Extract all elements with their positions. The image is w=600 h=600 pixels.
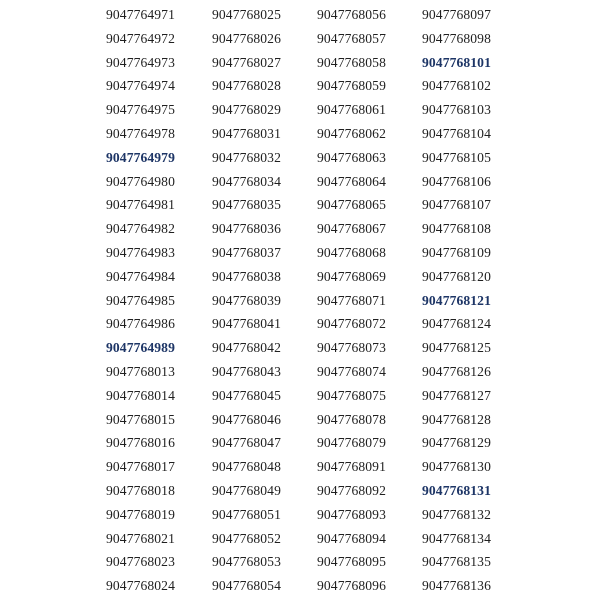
highlighted-number: 9047768131 xyxy=(422,482,491,498)
phone-number: 9047764985 xyxy=(106,292,175,308)
phone-number: 9047768106 xyxy=(422,173,491,189)
phone-number: 9047768107 xyxy=(422,197,491,213)
phone-number: 9047768026 xyxy=(212,30,281,46)
phone-number: 9047768029 xyxy=(212,102,281,118)
phone-number: 9047768109 xyxy=(422,244,491,260)
phone-number: 9047768093 xyxy=(317,506,386,522)
phone-number: 9047768047 xyxy=(212,435,281,451)
phone-number: 9047764978 xyxy=(106,125,175,141)
phone-number: 9047768096 xyxy=(317,578,386,594)
phone-number: 9047768094 xyxy=(317,530,386,546)
phone-number: 9047768054 xyxy=(212,578,281,594)
phone-number: 9047768057 xyxy=(317,30,386,46)
number-column-3 xyxy=(317,3,427,598)
highlighted-number: 9047768101 xyxy=(422,54,491,70)
phone-number: 9047768069 xyxy=(317,268,386,284)
phone-number: 9047768049 xyxy=(212,482,281,498)
phone-number: 9047768068 xyxy=(317,244,386,260)
phone-number: 9047768124 xyxy=(422,316,491,332)
phone-number: 9047768105 xyxy=(422,149,491,165)
phone-number: 9047764971 xyxy=(106,7,175,22)
phone-number: 9047768046 xyxy=(212,411,281,427)
phone-number: 9047768041 xyxy=(212,316,281,332)
phone-number: 9047768098 xyxy=(422,30,491,46)
phone-number: 9047768042 xyxy=(212,340,281,356)
highlighted-number: 9047764979 xyxy=(106,149,175,165)
phone-number: 9047768019 xyxy=(106,506,175,522)
phone-number: 9047768132 xyxy=(422,506,491,522)
phone-number: 9047768059 xyxy=(317,78,386,94)
phone-number: 9047768058 xyxy=(317,54,386,70)
number-column-1 xyxy=(106,3,216,598)
phone-number: 9047768034 xyxy=(212,173,281,189)
phone-number: 9047768025 xyxy=(212,7,281,22)
phone-number: 9047768073 xyxy=(317,340,386,356)
phone-number: 9047768023 xyxy=(106,554,175,570)
phone-number: 9047768031 xyxy=(212,125,281,141)
phone-number: 9047768062 xyxy=(317,125,386,141)
phone-number: 9047764984 xyxy=(106,268,175,284)
phone-number: 9047764972 xyxy=(106,30,175,46)
phone-number: 9047768128 xyxy=(422,411,491,427)
phone-number: 9047768127 xyxy=(422,387,491,403)
phone-number: 9047768134 xyxy=(422,530,491,546)
phone-number: 9047768108 xyxy=(422,221,491,237)
phone-number: 9047768061 xyxy=(317,102,386,118)
phone-number: 9047768071 xyxy=(317,292,386,308)
phone-number: 9047768056 xyxy=(317,7,386,22)
phone-number: 9047768016 xyxy=(106,435,175,451)
highlighted-number: 9047768121 xyxy=(422,292,491,308)
phone-number: 9047768039 xyxy=(212,292,281,308)
phone-number: 9047764982 xyxy=(106,221,175,237)
phone-number: 9047768038 xyxy=(212,268,281,284)
phone-number: 9047768036 xyxy=(212,221,281,237)
phone-number: 9047768120 xyxy=(422,268,491,284)
phone-number: 9047768024 xyxy=(106,578,175,594)
phone-number: 9047764983 xyxy=(106,244,175,260)
phone-number: 9047768136 xyxy=(422,578,491,594)
phone-number: 9047768091 xyxy=(317,459,386,475)
phone-number: 9047768015 xyxy=(106,411,175,427)
phone-number: 9047764974 xyxy=(106,78,175,94)
phone-number: 9047768028 xyxy=(212,78,281,94)
phone-number: 9047768092 xyxy=(317,482,386,498)
phone-number: 9047768051 xyxy=(212,506,281,522)
phone-number: 9047768135 xyxy=(422,554,491,570)
phone-number: 9047768078 xyxy=(317,411,386,427)
phone-number: 9047768104 xyxy=(422,125,491,141)
phone-number: 9047768021 xyxy=(106,530,175,546)
phone-number: 9047768064 xyxy=(317,173,386,189)
number-column-4 xyxy=(422,3,532,598)
phone-number: 9047764973 xyxy=(106,54,175,70)
phone-number: 9047764980 xyxy=(106,173,175,189)
phone-number: 9047768048 xyxy=(212,459,281,475)
phone-number: 9047768017 xyxy=(106,459,175,475)
phone-number: 9047768103 xyxy=(422,102,491,118)
phone-number: 9047768065 xyxy=(317,197,386,213)
phone-number: 9047768102 xyxy=(422,78,491,94)
phone-number: 9047768097 xyxy=(422,7,491,22)
phone-number: 9047768126 xyxy=(422,363,491,379)
phone-number: 9047768130 xyxy=(422,459,491,475)
phone-number: 9047768079 xyxy=(317,435,386,451)
phone-number: 9047768014 xyxy=(106,387,175,403)
phone-number: 9047768125 xyxy=(422,340,491,356)
phone-number: 9047768067 xyxy=(317,221,386,237)
phone-number: 9047764986 xyxy=(106,316,175,332)
phone-number: 9047768129 xyxy=(422,435,491,451)
phone-number: 9047768045 xyxy=(212,387,281,403)
phone-number: 9047768037 xyxy=(212,244,281,260)
phone-number: 9047768075 xyxy=(317,387,386,403)
phone-number: 9047768052 xyxy=(212,530,281,546)
highlighted-number: 9047764989 xyxy=(106,340,175,356)
phone-number: 9047768032 xyxy=(212,149,281,165)
phone-number: 9047768072 xyxy=(317,316,386,332)
number-column-2 xyxy=(212,3,322,598)
phone-number: 9047768063 xyxy=(317,149,386,165)
phone-number: 9047768013 xyxy=(106,363,175,379)
phone-number: 9047768027 xyxy=(212,54,281,70)
phone-number: 9047768018 xyxy=(106,482,175,498)
phone-number: 9047768074 xyxy=(317,363,386,379)
phone-number: 9047764975 xyxy=(106,102,175,118)
phone-number: 9047768095 xyxy=(317,554,386,570)
phone-number: 9047768043 xyxy=(212,363,281,379)
phone-number: 9047768053 xyxy=(212,554,281,570)
phone-number: 9047768035 xyxy=(212,197,281,213)
phone-number: 9047764981 xyxy=(106,197,175,213)
